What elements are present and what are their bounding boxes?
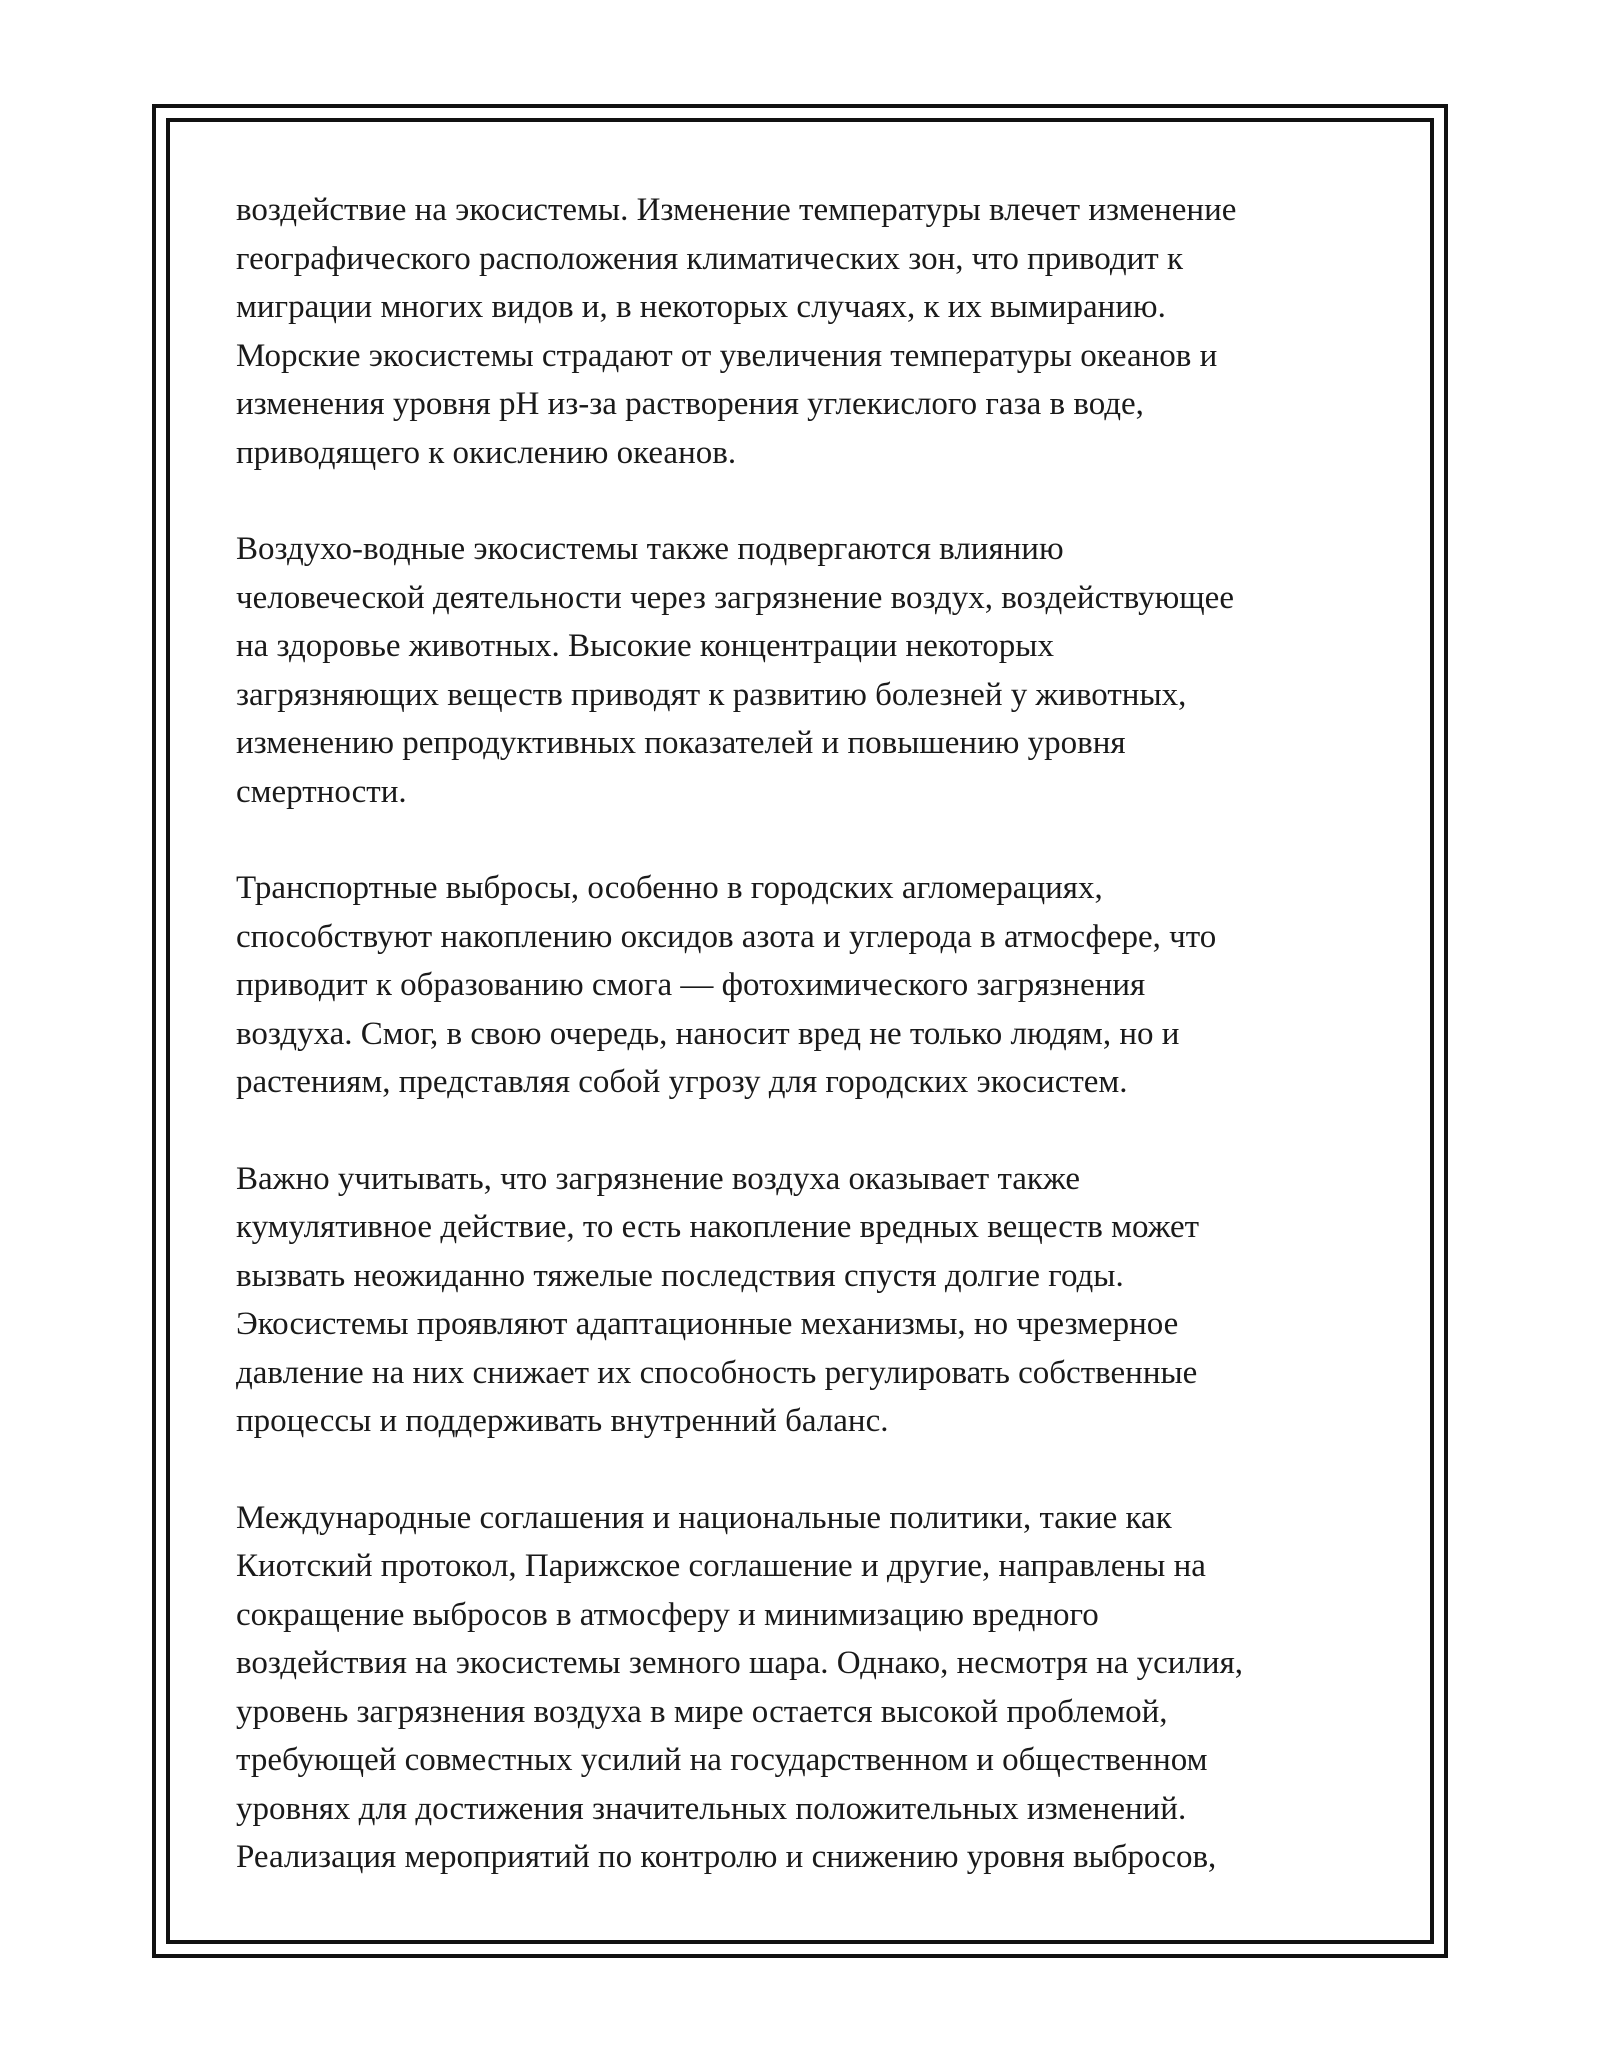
text-line: смертности.: [236, 773, 407, 810]
text-line: сокращение выбросов в атмосферу и минимизацию вредного: [236, 1596, 1099, 1633]
text-line: воздуха. Смог, в свою очередь, наносит вред не только людям, но и: [236, 1015, 1180, 1052]
text-line: на здоровье животных. Высокие концентрации некоторых: [236, 628, 1054, 664]
text-line: географического расположения климатических зон, что приводит к: [236, 240, 1183, 277]
text-line: требующей совместных усилий на государственном и общественном: [236, 1742, 1208, 1778]
text-line: процессы и поддерживать внутренний баланс.: [236, 1403, 889, 1439]
text-line: Транспортные выбросы, особенно в городских агломерациях,: [236, 870, 1103, 906]
text-line: уровень загрязнения воздуха в мире остается высокой проблемой,: [236, 1693, 1168, 1730]
text-line: приводящего к окислению океанов.: [236, 434, 737, 471]
document-body: [236, 186, 1386, 1930]
text-line: человеческой деятельности через загрязнение воздух, воздействующее: [236, 579, 1234, 616]
text-line: воздействия на экосистемы земного шара. Однако, несмотря на усилия,: [236, 1645, 1243, 1681]
text-line: Экосистемы проявляют адаптационные механизмы, но чрезмерное: [236, 1306, 1179, 1342]
text-line: изменению репродуктивных показателей и повышению уровня: [236, 725, 1126, 761]
text-line: Киотский протокол, Парижское соглашение и другие, направлены на: [236, 1548, 1206, 1584]
text-line: миграции многих видов и, в некоторых случаях, к их вымиранию.: [236, 289, 1166, 325]
paragraph-4: [236, 1155, 1386, 1446]
text-line: давление на них снижает их способность регулировать собственные: [236, 1354, 1198, 1391]
paragraph-3: [236, 864, 1386, 1107]
text-line: изменения уровня pH из-за растворения углекислого газа в воде,: [236, 386, 1144, 422]
text-line: Воздухо-водные экосистемы также подвергаются влиянию: [236, 531, 1064, 567]
text-line: кумулятивное действие, то есть накопление вредных веществ может: [236, 1209, 1200, 1245]
text-line: способствуют накоплению оксидов азота и углерода в атмосфере, что: [236, 918, 1217, 955]
text-line: вызвать неожиданно тяжелые последствия спустя долгие годы.: [236, 1257, 1124, 1294]
text-line: загрязняющих веществ приводят к развитию болезней у животных,: [236, 676, 1187, 713]
paragraph-1: [236, 186, 1386, 477]
text-line: Международные соглашения и национальные политики, такие как: [236, 1499, 1172, 1536]
text-line: воздействие на экосистемы. Изменение температуры влечет изменение: [236, 192, 1237, 228]
paragraph-5: [236, 1494, 1386, 1882]
text-line: растениям, представляя собой угрозу для городских экосистем.: [236, 1064, 1128, 1100]
paragraph-2: [236, 525, 1386, 816]
text-line: Морские экосистемы страдают от увеличения температуры океанов и: [236, 337, 1218, 374]
text-line: Важно учитывать, что загрязнение воздуха оказывает также: [236, 1160, 1080, 1197]
text-line: приводит к образованию смога — фотохимического загрязнения: [236, 967, 1146, 1003]
text-line: уровнях для достижения значительных положительных изменений.: [236, 1790, 1187, 1827]
text-line: Реализация мероприятий по контролю и снижению уровня выбросов,: [236, 1839, 1217, 1875]
